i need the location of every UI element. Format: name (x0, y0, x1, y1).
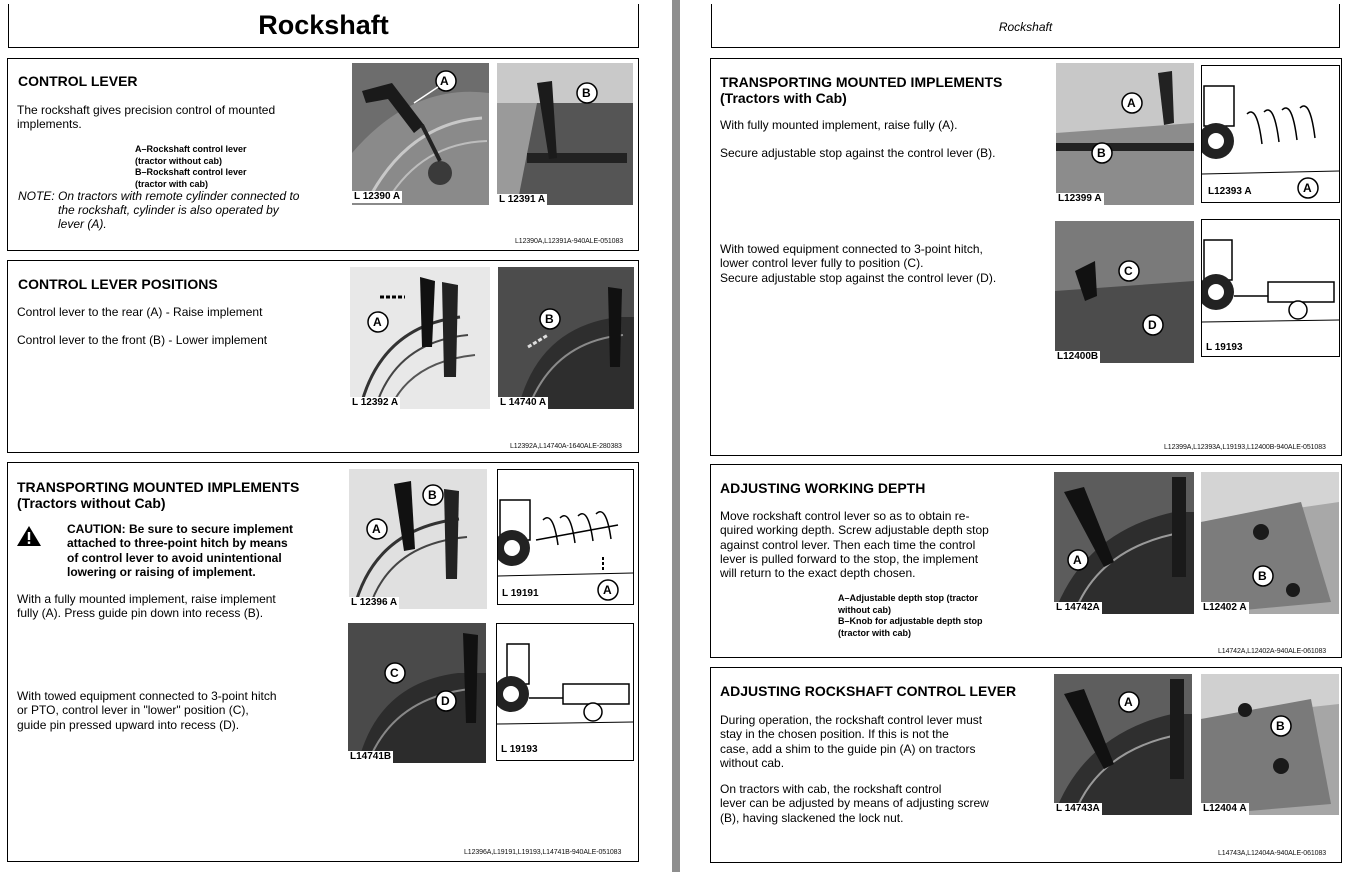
callout-a: A (373, 315, 382, 329)
callout-b: B (582, 86, 591, 100)
callout-b: B (1258, 569, 1267, 583)
section-heading: CONTROL LEVER (18, 73, 138, 89)
caution-text: CAUTION: Be sure to secure implement attached to three-point hitch by means of control lever to avoid unintentional lowering or raising of implement. (67, 522, 294, 579)
photo-caption: L 12391 A (499, 194, 546, 205)
warning-triangle-icon (16, 525, 42, 547)
callout-a: A (603, 583, 612, 597)
section-paragraph: With fully mounted implement, raise fully (A). (720, 118, 958, 132)
callout-d: D (1148, 318, 1157, 332)
photo-caption: L12402 A (1203, 602, 1247, 613)
section-body: The rockshaft gives precision control of mounted implements. (17, 103, 276, 132)
photo-caption: L 19193 (1206, 342, 1243, 353)
reference-code: L14743A,L12404A-940ALE-061083 (1218, 850, 1327, 857)
section-paragraph: With towed equipment connected to 3-point hitch, lower control lever fully to position (C). Secure adjustable stop against the control lever (D). (720, 242, 997, 285)
reference-code: L12390A,L12391A-940ALE-051083 (515, 238, 624, 245)
photo-caption: L 14742A (1056, 602, 1100, 613)
photo-rockshaft-lever-cab (497, 63, 633, 205)
reference-code: L12399A,L12393A,L19193,L12400B-940ALE-051083 (1164, 444, 1326, 451)
callout-a: A (1127, 96, 1136, 110)
photo-lever-lower-no-cab (348, 623, 486, 763)
callout-c: C (1124, 264, 1133, 278)
callout-b: B (1276, 719, 1285, 733)
diagram-tractor-towed-baler (496, 623, 634, 761)
photo-caption: L 19191 (502, 588, 539, 599)
running-header: Rockshaft (711, 4, 1340, 48)
photo-caption: L12399 A (1058, 193, 1102, 204)
section-heading: ADJUSTING WORKING DEPTH (720, 480, 926, 496)
photo-caption: L 14743A (1056, 803, 1100, 814)
photo-caption: L 12392 A (352, 397, 399, 408)
section-paragraph: With towed equipment connected to 3-point hitch or PTO, control lever in "lower" position (C), guide pin pressed upward into recess (D). (17, 689, 277, 732)
callout-a: A (1303, 181, 1312, 195)
legend-labels: A–Adjustable depth stop (tractor without cab) B–Knob for adjustable depth stop (tractor with cab) (838, 593, 983, 638)
page-gutter (672, 0, 680, 872)
page-title: Rockshaft (8, 4, 639, 48)
note-text (18, 189, 299, 231)
reference-code: L14742A,L12402A-940ALE-061083 (1218, 648, 1327, 655)
reference-code: L12392A,L14740A-1640ALE-280383 (510, 443, 622, 450)
photo-caption: L14741B (350, 751, 392, 762)
photo-adjusting-screw-cab (1201, 674, 1339, 815)
section-paragraph: With a fully mounted implement, raise implement fully (A). Press guide pin down into recess (B). (17, 592, 276, 621)
section-heading: TRANSPORTING MOUNTED IMPLEMENTS (Tractors without Cab) (17, 479, 300, 511)
photo-lever-rear (350, 267, 490, 409)
diagram-tractor-mounted-plough (497, 469, 634, 605)
photo-caption: L12400B (1057, 351, 1099, 362)
callout-b: B (1097, 146, 1106, 160)
section-paragraph: On tractors with cab, the rockshaft control lever can be adjusted by means of adjusting screw (B), having slackened the lock nut. (720, 782, 989, 825)
photo-caption: L 12396 A (351, 597, 398, 608)
section-paragraph: During operation, the rockshaft control lever must stay in the chosen position. If this is not the case, add a shim to the guide pin (A) on tractors without cab. (720, 713, 983, 770)
section-heading: CONTROL LEVER POSITIONS (18, 276, 218, 292)
photo-lever-front (498, 267, 634, 409)
section-heading: TRANSPORTING MOUNTED IMPLEMENTS (Tractors with Cab) (720, 74, 1003, 106)
section-heading: ADJUSTING ROCKSHAFT CONTROL LEVER (720, 683, 1017, 699)
section-line: Control lever to the front (B) - Lower implement (17, 333, 268, 347)
callout-a: A (372, 522, 381, 536)
note-line: the rockshaft, cylinder is also operated by (58, 203, 279, 217)
note-prefix: NOTE: (18, 189, 55, 203)
diagram-cab-tractor-baler (1201, 219, 1340, 357)
photo-cab-lever-raised (1056, 63, 1194, 205)
section-body: Move rockshaft control lever so as to obtain re- quired working depth. Screw adjustable depth stop against control lever. Then each time the control lever is pulled forward to the stop, the implement will return to the exact depth chosen. (720, 509, 989, 581)
photo-rockshaft-lever-no-cab (352, 63, 489, 205)
section-line: Control lever to the rear (A) - Raise implement (17, 305, 263, 319)
photo-depth-stop-no-cab (1054, 472, 1194, 614)
callout-c: C (390, 666, 399, 680)
diagram-cab-tractor-plough (1201, 65, 1340, 203)
photo-caption: L 12390 A (354, 191, 401, 202)
callout-b: B (428, 488, 437, 502)
legend-labels: A–Rockshaft control lever (tractor without cab) B–Rockshaft control lever (tractor with cab) (135, 144, 247, 189)
callout-d: D (441, 694, 450, 708)
photo-caption: L 14740 A (500, 397, 547, 408)
photo-guide-pin-no-cab (1054, 674, 1192, 815)
callout-b: B (545, 312, 554, 326)
photo-caption: L12404 A (1203, 803, 1247, 814)
photo-depth-knob-cab (1201, 472, 1339, 614)
photo-cab-lever-lowered (1055, 221, 1194, 363)
photo-lever-raise-no-cab (349, 469, 487, 609)
photo-caption: L12393 A (1208, 186, 1252, 197)
callout-a: A (1124, 695, 1133, 709)
reference-code: L12396A,L19191,L19193,L14741B-940ALE-051083 (464, 849, 622, 856)
section-paragraph: Secure adjustable stop against the control lever (B). (720, 146, 996, 160)
photo-caption: L 19193 (501, 744, 538, 755)
callout-a: A (1073, 553, 1082, 567)
note-line: On tractors with remote cylinder connected to (58, 189, 300, 203)
note-line: lever (A). (58, 217, 107, 231)
callout-a: A (440, 74, 449, 88)
